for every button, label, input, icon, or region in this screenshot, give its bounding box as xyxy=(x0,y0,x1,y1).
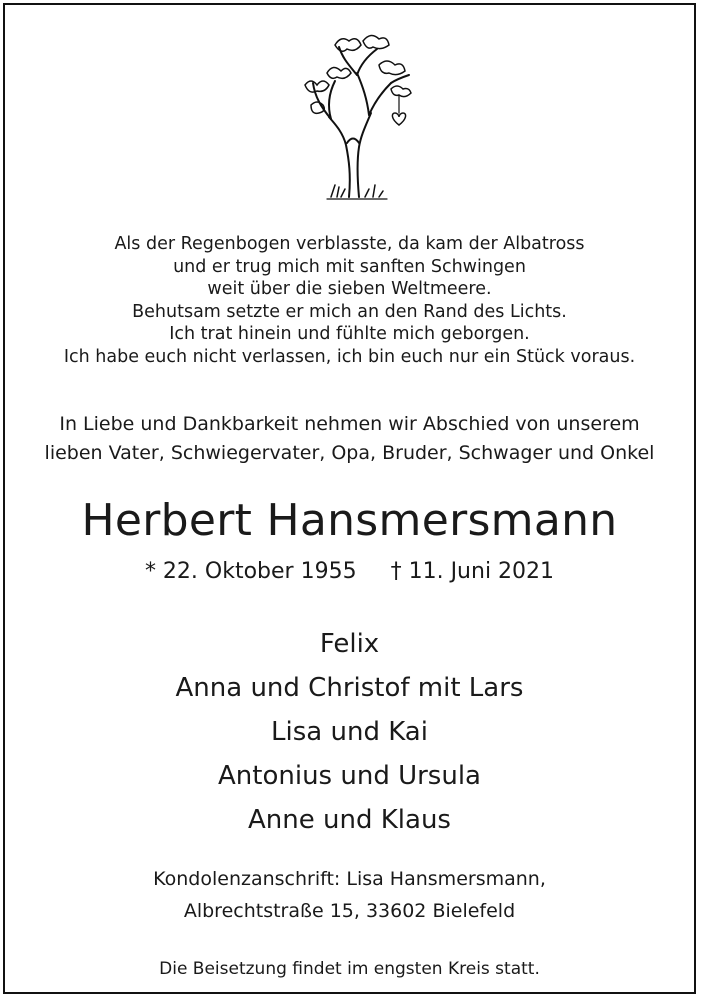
condolence-address xyxy=(5,863,694,927)
life-dates xyxy=(5,557,694,587)
family-member: Felix xyxy=(319,629,380,659)
intro-line: lieben Vater, Schwiegervater, Opa, Bruder, Schwager und Onkel xyxy=(44,442,655,464)
family-member: Antonius und Ursula xyxy=(218,761,481,791)
poem-line: Behutsam setzte er mich an den Rand des Lichts. xyxy=(132,301,567,322)
intro-line: In Liebe und Dankbarkeit nehmen wir Abschied von unserem xyxy=(59,413,640,435)
poem xyxy=(5,233,694,368)
burial-note: Die Beisetzung findet im engsten Kreis statt. xyxy=(159,959,540,979)
deceased-name: Herbert Hansmersmann xyxy=(81,495,618,546)
poem-line: und er trug mich mit sanften Schwingen xyxy=(173,256,526,277)
family-member: Lisa und Kai xyxy=(271,717,428,747)
poem-line: Als der Regenbogen verblasste, da kam der Albatross xyxy=(114,234,585,254)
poem-line: Ich habe euch nicht verlassen, ich bin euch nur ein Stück voraus. xyxy=(63,346,636,367)
obituary-card xyxy=(3,3,696,994)
death-date: † 11. Juni 2021 xyxy=(390,559,555,584)
family-list xyxy=(5,622,694,842)
address-line: Kondolenzanschrift: Lisa Hansmersmann, xyxy=(153,868,546,890)
poem-line: weit über die sieben Weltmeere. xyxy=(207,279,492,299)
birth-date: * 22. Oktober 1955 xyxy=(144,559,357,584)
tree-icon xyxy=(291,25,421,203)
intro-text xyxy=(5,410,694,468)
poem-line: Ich trat hinein und fühlte mich geborgen. xyxy=(169,324,530,344)
family-member: Anna und Christof mit Lars xyxy=(175,673,524,703)
address-line: Albrechtstraße 15, 33602 Bielefeld xyxy=(183,900,516,922)
family-member: Anne und Klaus xyxy=(248,805,451,835)
